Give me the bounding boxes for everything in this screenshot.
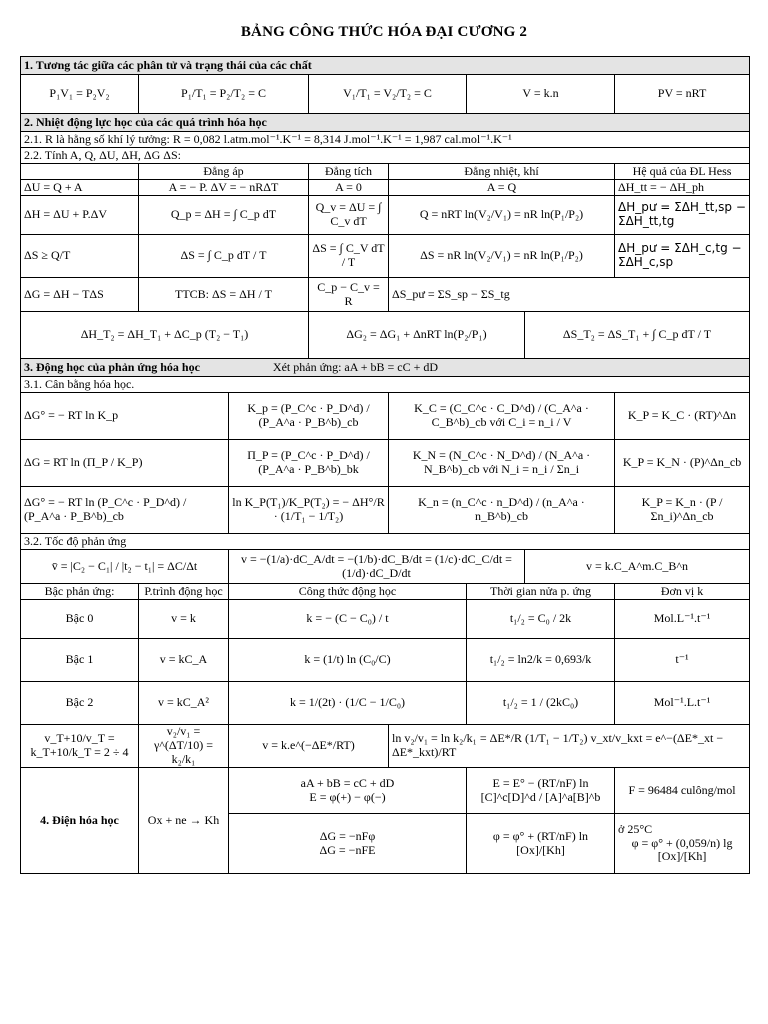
- formula-cell: k = (1/t) ln (C₀/C): [229, 639, 467, 682]
- formula-cell: TTCB: ΔS = ΔH / T: [139, 278, 309, 312]
- subsection-3-2: 3.2. Tốc độ phản ứng: [21, 534, 750, 550]
- formula-cell: C_p − C_v = R: [309, 278, 389, 312]
- formula-cell: Q = nRT ln(V₂/V₁) = nR ln(P₁/P₂): [389, 196, 615, 235]
- kirchhoff-enthalpy: ΔH_T₂ = ΔH_T₁ + ΔC_p (T₂ − T₁): [21, 312, 309, 359]
- page-title: BẢNG CÔNG THỨC HÓA ĐẠI CƯƠNG 2: [240, 24, 528, 40]
- formula-table: [20, 56, 750, 874]
- table-row: Bậc 1: [21, 639, 139, 682]
- formula-cell: K_C = (C_C^c · C_D^d) / (C_A^a · C_B^b)_cb với C_i = n_i / V: [389, 393, 615, 440]
- formula-cell: ΔH_pư = ΣΔH_tt,sp − ΣΔH_tt,tg: [615, 196, 750, 235]
- subsection-3-1: 3.1. Cân bằng hóa học.: [21, 377, 750, 393]
- gibbs-emf: ΔG = −nFE: [319, 842, 376, 857]
- formula-cell: v = kC_A: [139, 639, 229, 682]
- formula-cell: v = k.C_A^m.C_B^n: [525, 550, 750, 584]
- gas-constant-line: 2.1. R là hằng số khí lý tưởng: R = 0,082 l.atm.mol⁻¹.K⁻¹ = 8,314 J.mol⁻¹.K⁻¹ = 1,987 cal.mol⁻¹.K⁻¹: [21, 132, 750, 148]
- col-hess: Hệ quả của ĐL Hess: [615, 164, 750, 180]
- formula-cell: ln K_P(T₁)/K_P(T₂) = − ΔH°/R · (1/T₁ − 1/T₂): [229, 487, 389, 534]
- col-order: Bậc phản ứng:: [21, 584, 139, 600]
- electrochem-cell-1: [229, 768, 467, 814]
- formula-cell: ΔG = RT ln (Π_P / K_P): [21, 440, 229, 487]
- half-reaction: Ox + ne → Kh: [139, 768, 229, 874]
- nernst-25c: φ = φ° + (0,059/n) lg [Ox]/[Kh]: [631, 835, 733, 864]
- formula-cell: A = − P. ΔV = − nRΔT: [139, 180, 309, 196]
- formula-cell: K_n = (n_C^c · n_D^d) / (n_A^a · n_B^b)_cb: [389, 487, 615, 534]
- formula-cell: ΔS = ∫ C_p dT / T: [139, 235, 309, 278]
- formula-cell: t⁻¹: [615, 639, 750, 682]
- formula-cell: v = k: [139, 600, 229, 639]
- table-row: Bậc 0: [21, 600, 139, 639]
- formula-cell: k = 1/(2t) · (1/C − 1/C₀): [229, 682, 467, 725]
- formula-cell: v = kC_A²: [139, 682, 229, 725]
- formula-cell: ΔU = Q + A: [21, 180, 139, 196]
- nernst-25c-cell: [615, 814, 750, 874]
- table-row: Bậc 2: [21, 682, 139, 725]
- formula-cell: ΔG° = − RT ln (P_C^c · P_D^d) / (P_A^a · P_B^b)_cb: [21, 487, 229, 534]
- formula-cell: ΔG° = − RT ln K_p: [21, 393, 229, 440]
- section-2-heading: 2. Nhiệt động lực học của các quá trình hóa học: [21, 114, 750, 132]
- formula-cell: v̄ = |C₂ − C₁| / |t₂ − t₁| = ΔC/Δt: [21, 550, 229, 584]
- emf-definition: E = φ(+) − φ(−): [309, 789, 386, 804]
- col-kinetic-formula: Công thức động học: [229, 584, 467, 600]
- formula-cell: t₁/₂ = C₀ / 2k: [467, 600, 615, 639]
- gay-lussac-law: P₁/T₁ = P₂/T₂ = C: [139, 75, 309, 114]
- gibbs-phi: ΔG = −nFφ: [319, 828, 376, 843]
- entropy-temperature: ΔS_T₂ = ΔS_T₁ + ∫ C_p dT / T: [525, 312, 750, 359]
- faraday-constant: F = 96484 culông/mol: [615, 768, 750, 814]
- nernst-emf: E = E° − (RT/nF) ln [C]^c[D]^d / [A]^a[B]^b: [467, 768, 615, 814]
- formula-cell: t₁/₂ = 1 / (2kC₀): [467, 682, 615, 725]
- boyle-law: P₁V₁ = P₂V₂: [21, 75, 139, 114]
- formula-cell: ΔH_tt = − ΔH_ph: [615, 180, 750, 196]
- formula-cell: Mol.L⁻¹.t⁻¹: [615, 600, 750, 639]
- formula-cell: v_T+10/v_T = k_T+10/k_T = 2 ÷ 4: [21, 725, 139, 768]
- formula-cell: K_P = K_N · (P)^Δn_cb: [615, 440, 750, 487]
- formula-cell: t₁/₂ = ln2/k = 0,693/k: [467, 639, 615, 682]
- formula-cell: K_P = K_C · (RT)^Δn: [615, 393, 750, 440]
- formula-cell: Q_p = ΔH = ∫ C_p dT: [139, 196, 309, 235]
- section-3-title: 3. Động học của phản ứng hóa học: [24, 359, 200, 374]
- col-half-life: Thời gian nửa p. ứng: [467, 584, 615, 600]
- gibbs-pressure: ΔG₂ = ΔG₁ + ΔnRT ln(P₂/P₁): [309, 312, 525, 359]
- formula-cell: K_P = K_n · (P / Σn_i)^Δn_cb: [615, 487, 750, 534]
- section-1-heading: 1. Tương tác giữa các phân tử và trạng thái của các chất: [21, 57, 750, 75]
- formula-cell: A = 0: [309, 180, 389, 196]
- formula-cell: Mol⁻¹.L.t⁻¹: [615, 682, 750, 725]
- formula-cell: ΔH = ΔU + P.ΔV: [21, 196, 139, 235]
- formula-cell: ln v₂/v₁ = ln k₂/k₁ = ΔE*/R (1/T₁ − 1/T₂) v_xt/v_kxt = e^−(ΔE*_xt − ΔE*_kxt)/RT: [389, 725, 750, 768]
- col-kinetic-eq: P.trình động học: [139, 584, 229, 600]
- formula-cell: ΔS_pư = ΣS_sp − ΣS_tg: [389, 278, 750, 312]
- col-isothermal: Đẳng nhiệt, khí: [389, 164, 615, 180]
- avogadro-law: V = k.n: [467, 75, 615, 114]
- formula-cell: Π_P = (P_C^c · P_D^d) / (P_A^a · P_B^b)_bk: [229, 440, 389, 487]
- section-3-heading: [21, 359, 750, 377]
- col-isochoric: Đẳng tích: [309, 164, 389, 180]
- reaction-scheme: Xét phản ứng: aA + bB = cC + dD: [272, 359, 439, 374]
- electrochem-reaction: aA + bB = cC + dD: [300, 775, 395, 790]
- formula-cell: K_p = (P_C^c · P_D^d) / (P_A^a · P_B^b)_cb: [229, 393, 389, 440]
- formula-cell: ΔS = ∫ C_V dT / T: [309, 235, 389, 278]
- formula-cell: Q_v = ΔU = ∫ C_v dT: [309, 196, 389, 235]
- col-isobaric: Đẳng áp: [139, 164, 309, 180]
- section-4-label: 4. Điện hóa học: [21, 768, 139, 874]
- col-k-unit: Đơn vị k: [615, 584, 750, 600]
- nernst-electrode: φ = φ° + (RT/nF) ln [Ox]/[Kh]: [467, 814, 615, 874]
- formula-cell: v = k.e^(−ΔE*/RT): [229, 725, 389, 768]
- temperature-note: ở 25°C: [618, 821, 653, 836]
- charles-law: V₁/T₁ = V₂/T₂ = C: [309, 75, 467, 114]
- formula-cell: ΔS ≥ Q/T: [21, 235, 139, 278]
- formula-cell: k = − (C − C₀) / t: [229, 600, 467, 639]
- formula-cell: A = Q: [389, 180, 615, 196]
- ideal-gas-law: PV = nRT: [615, 75, 750, 114]
- formula-cell: K_N = (N_C^c · N_D^d) / (N_A^a · N_B^b)_cb với N_i = n_i / Σn_i: [389, 440, 615, 487]
- subsection-2-2: 2.2. Tính A, Q, ΔU, ΔH, ΔG ΔS:: [21, 148, 750, 164]
- formula-cell: v₂/v₁ = γ^(ΔT/10) = k₂/k₁: [139, 725, 229, 768]
- gibbs-electro-cell: [229, 814, 467, 874]
- formula-cell: ΔH_pư = ΣΔH_c,tg − ΣΔH_c,sp: [615, 235, 750, 278]
- formula-cell: ΔG = ΔH − TΔS: [21, 278, 139, 312]
- formula-cell: v = −(1/a)·dC_A/dt = −(1/b)·dC_B/dt = (1/c)·dC_C/dt = (1/d)·dC_D/dt: [229, 550, 525, 584]
- formula-cell: ΔS = nR ln(V₂/V₁) = nR ln(P₁/P₂): [389, 235, 615, 278]
